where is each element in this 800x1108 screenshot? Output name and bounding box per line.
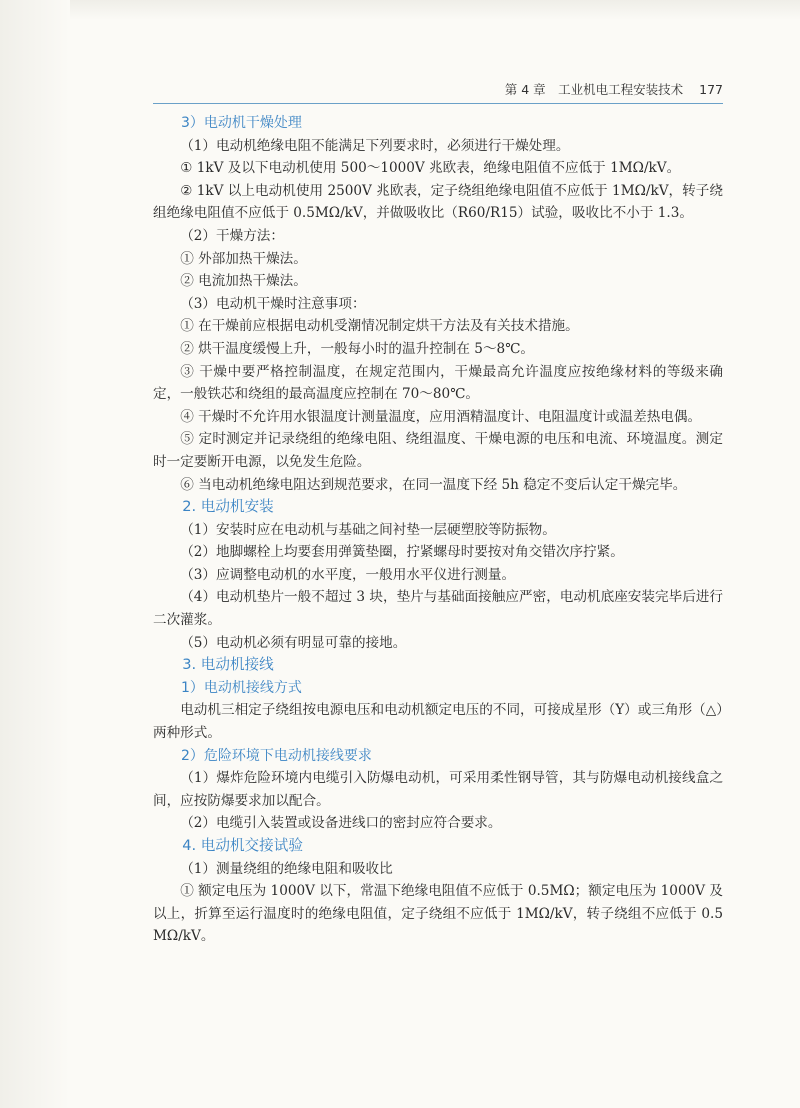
paragraph: （3）应调整电动机的水平度，一般用水平仪进行测量。 [180, 566, 516, 583]
paragraph: ① 额定电压为 1000V 以下，常温下绝缘电阻值不应低于 0.5MΩ；额定电压为 1000V 及以上，折算至运行温度时的绝缘电阻值，定子绕组不应低于 1MΩ/kV，转子绕组不应低于 0.5MΩ/kV。 [153, 883, 723, 945]
paragraph: （1）电动机绝缘电阻不能满足下列要求时，必须进行干燥处理。 [180, 137, 570, 154]
paragraph: （4）电动机垫片一般不超过 3 块，垫片与基础面接触应严密，电动机底座安装完毕后进行二次灌浆。 [153, 589, 723, 629]
paragraph: ④ 干燥时不允许用水银温度计测量温度，应用酒精温度计、电阻温度计或温差热电偶。 [180, 408, 702, 425]
paragraph: ③ 干燥中要严格控制温度，在规定范围内，干燥最高允许温度应按绝缘材料的等级来确定，一般铁芯和绕组的最高温度应控制在 70～80℃。 [153, 363, 723, 403]
paragraph: 电动机三相定子绕组按电源电压和电动机额定电压的不同，可接成星形（Y）或三角形（△）两种形式。 [153, 702, 723, 742]
paragraph: （2）地脚螺栓上均要套用弹簧垫圈，拧紧螺母时要按对角交错次序拧紧。 [180, 544, 624, 561]
paragraph: （2）电缆引入装置或设备进线口的密封应符合要求。 [180, 815, 502, 832]
paragraph: （1）爆炸危险环境内电缆引入防爆电动机，可采用柔性钢导管，其与防爆电动机接线盒之间，应按防爆要求加以配合。 [153, 770, 723, 809]
paragraph: ① 在干燥前应根据电动机受潮情况制定烘干方法及有关技术措施。 [180, 318, 579, 335]
paragraph: ⑤ 定时测定并记录绕组的绝缘电阻、绕组温度、干燥电源的电压和电流、环境温度。测定时一定要断开电源，以免发生危险。 [153, 431, 723, 470]
header-rule [153, 103, 723, 104]
paragraph: ⑥ 当电动机绝缘电阻达到规范要求，在同一温度下经 5h 稳定不变后认定干燥完毕。 [180, 476, 687, 493]
scan-shadow-left [0, 0, 70, 1108]
subsection-heading: 3）电动机干燥处理 [181, 115, 302, 131]
paragraph: （5）电动机必须有明显可靠的接地。 [180, 634, 407, 651]
paragraph: ② 1kV 以上电动机使用 2500V 兆欧表，定子绕组绝缘电阻值不应低于 1MΩ/kV，转子绕组绝缘电阻值不应低于 0.5MΩ/kV，并做吸收比（R60/R15）试验，吸收比不小于 1.3。 [153, 182, 723, 222]
paragraph: ① 外部加热干燥法。 [180, 250, 307, 267]
paragraph: （2）干燥方法： [180, 227, 284, 244]
scan-shadow-top [70, 0, 800, 20]
paragraph: （1）测量绕组的绝缘电阻和吸收比 [180, 860, 393, 877]
page-number: 177 [699, 82, 723, 97]
body-text [153, 112, 723, 948]
section-heading: 4. 电动机交接试验 [182, 837, 303, 854]
section-heading: 2. 电动机安装 [182, 498, 274, 516]
paragraph: ② 烘干温度缓慢上升，一般每小时的温升控制在 5～8℃。 [180, 340, 534, 357]
paragraph: ② 电流加热干燥法。 [180, 273, 307, 290]
running-header [153, 78, 723, 104]
subsection-heading: 2）危险环境下电动机接线要求 [181, 747, 372, 764]
section-heading: 3. 电动机接线 [182, 656, 274, 674]
paragraph: ① 1kV 及以下电动机使用 500～1000V 兆欧表，绝缘电阻值不应低于 1MΩ/kV。 [180, 160, 681, 177]
chapter-title: 第 4 章 工业机电工程安装技术 [504, 82, 684, 97]
paragraph: （3）电动机干燥时注意事项： [180, 295, 366, 312]
subsection-heading: 1）电动机接线方式 [181, 679, 302, 696]
paragraph: （1）安装时应在电动机与基础之间衬垫一层硬塑胶等防振物。 [180, 521, 556, 538]
